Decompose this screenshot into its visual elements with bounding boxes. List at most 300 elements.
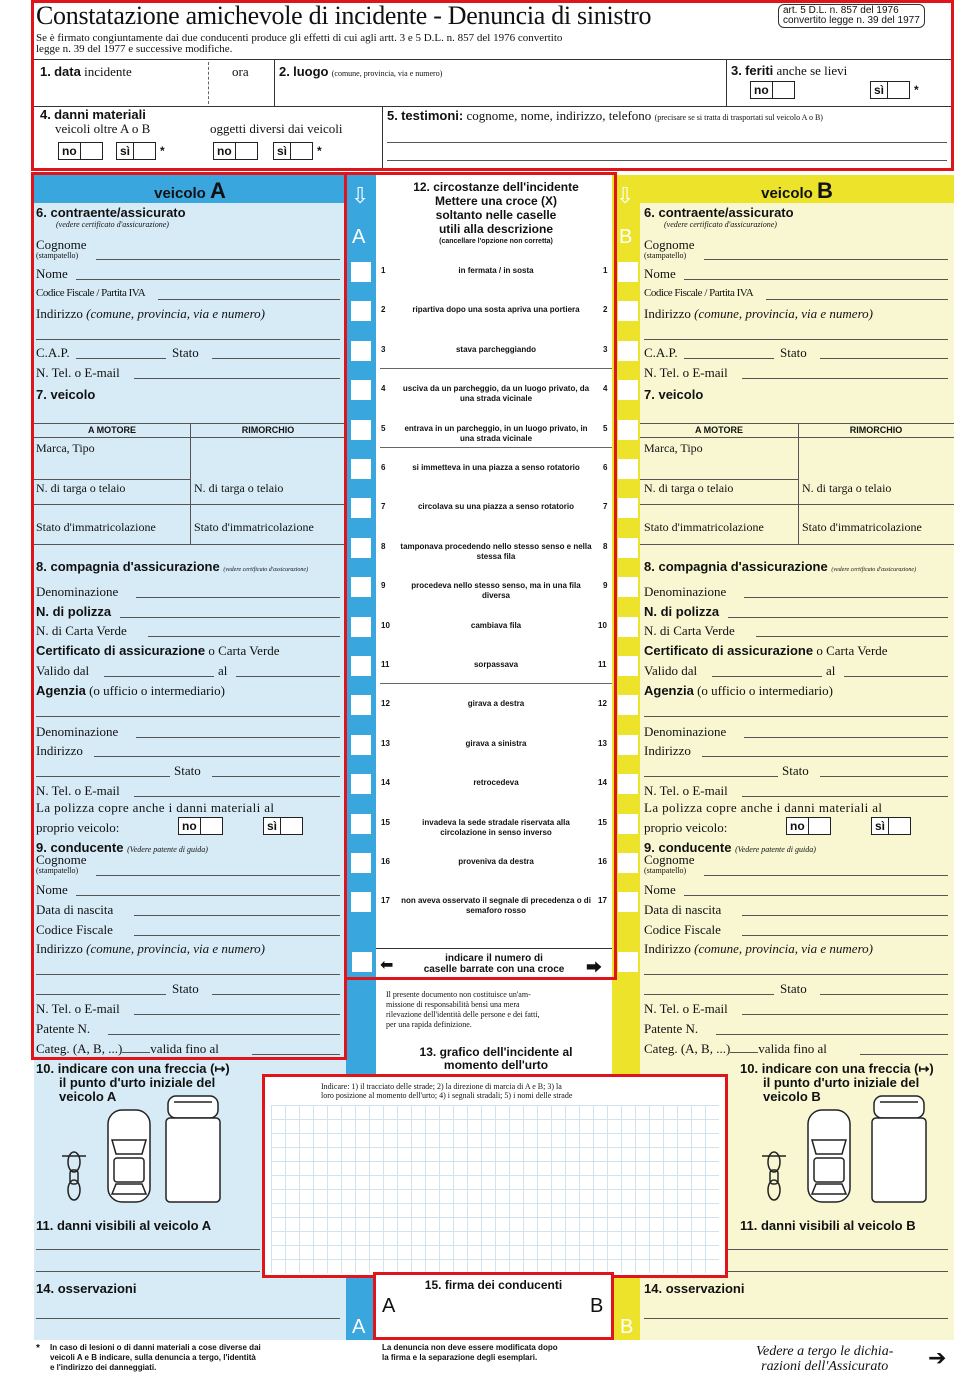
arrow-down-a-icon: ⇩: [351, 184, 370, 209]
circ-number-right: 12: [598, 699, 607, 708]
a-dr-nascita-label: Data di nascita: [36, 902, 114, 917]
circ-a-checkbox-9[interactable]: [351, 577, 371, 597]
circ-number-left: 10: [381, 621, 390, 630]
circ-a-checkbox-8[interactable]: [351, 538, 371, 558]
a-dr-stampatello: (stampatello): [36, 866, 79, 875]
circ-number-left: 12: [381, 699, 390, 708]
circ-item-text: in fermata / in sosta: [458, 266, 534, 275]
strip-a-letter: A: [352, 226, 366, 248]
b-dr-valida-field[interactable]: [860, 1054, 948, 1055]
a-dr-stato-field[interactable]: [212, 994, 340, 995]
circ-number-right: 9: [603, 581, 608, 590]
damage-objects-label: oggetti diversi dai veicoli: [210, 121, 343, 136]
vehicle-a-title: veicolo A: [154, 178, 226, 203]
circ-item-text: usciva da un parcheggio, da un luogo privato, da una strada vicinale: [402, 384, 590, 403]
a-dr-cognome-field[interactable]: [96, 875, 340, 876]
a-dr-indirizzo-label: Indirizzo (comune, provincia, via e numero): [36, 941, 265, 956]
a-cognome-field[interactable]: [96, 259, 340, 260]
b-ag-tel-label: N. Tel. o E-mail: [644, 783, 728, 798]
circ-number-right: 10: [598, 621, 607, 630]
a-dr-tel-label: N. Tel. o E-mail: [36, 1001, 120, 1016]
a-targa-motore[interactable]: N. di targa o telaio: [36, 481, 126, 495]
a-al-label: al: [218, 663, 228, 678]
a-s10-heading: 10. indicare con una freccia (↦) il punto d'urto iniziale del veicolo A: [36, 1061, 230, 1104]
a-dr-cognome-label: Cognome: [36, 852, 87, 867]
circ-number-right: 7: [603, 502, 608, 511]
b-copre-label-2: proprio veicolo:: [644, 820, 728, 835]
circ-number-left: 8: [381, 542, 386, 551]
circ-number-right: 3: [603, 345, 608, 354]
field-3-injured: 3. feriti anche se lievi: [731, 63, 848, 78]
b-dr-cognome-label: Cognome: [644, 852, 695, 867]
circ-number-left: 5: [381, 424, 386, 433]
b-cap-label: C.A.P.: [644, 345, 678, 360]
b-s10-heading: 10. indicare con una freccia (↦) il punto d'urto iniziale del veicolo B: [740, 1061, 934, 1104]
circ-a-checkbox-2[interactable]: [351, 301, 371, 321]
arrow-down-b-icon: ⇩: [616, 184, 635, 209]
b-marca-tipo[interactable]: Marca, Tipo: [644, 441, 703, 455]
circ-a-checkbox-17[interactable]: [351, 892, 371, 912]
b-dr-indirizzo-field[interactable]: [644, 974, 948, 975]
bottom-strip-a-letter: A: [352, 1316, 366, 1338]
b-tel-label: N. Tel. o E-mail: [644, 365, 728, 380]
sketch-title: 13. grafico dell'incidente al momento dell'urto: [419, 1045, 573, 1072]
b-motore-header: A MOTORE: [694, 425, 743, 435]
circ-number-left: 15: [381, 818, 390, 827]
b-s6-hint: (vedere certificato d'assicurazione): [664, 220, 777, 229]
b-s6-heading: 6. contraente/assicurato: [644, 205, 794, 220]
b-rimorchio-header: RIMORCHIO: [849, 425, 903, 435]
a-ag-tel-field[interactable]: [134, 796, 340, 797]
circ-a-checkbox-12[interactable]: [351, 695, 371, 715]
b-dr-cf-label: Codice Fiscale: [644, 922, 721, 937]
damage-vehicles-label: veicoli oltre A o B: [55, 121, 151, 136]
damage-objects-yes-checkbox[interactable]: sì *: [273, 142, 322, 160]
circ-b-checkbox-10[interactable]: [618, 617, 638, 637]
circ-b-checkbox-4[interactable]: [618, 380, 638, 400]
count-label-2: caselle barrate con una croce: [423, 964, 565, 975]
a-valido-al-field[interactable]: [236, 676, 340, 677]
circ-b-checkbox-8[interactable]: [618, 538, 638, 558]
circ-number-right: 15: [598, 818, 607, 827]
circ-item-text: proveniva da destra: [458, 857, 534, 866]
a-cartaverde-label: N. di Carta Verde: [36, 623, 127, 638]
b-dr-cf-field[interactable]: [742, 935, 948, 936]
b-dr-nascita-label: Data di nascita: [644, 902, 722, 917]
circ-item-text: stava parcheggiando: [455, 345, 537, 354]
a-stato-label: Stato: [172, 345, 199, 360]
circ-b-checkbox-3[interactable]: [618, 341, 638, 361]
a-dr-indirizzo-field[interactable]: [36, 974, 340, 975]
count-box-a[interactable]: [352, 952, 372, 972]
b-certificato-label: Certificato di assicurazione o Carta Verde: [644, 643, 888, 658]
circ-number-left: 14: [381, 778, 390, 787]
circ-b-checkbox-9[interactable]: [618, 577, 638, 597]
vehicle-b-title: veicolo B: [761, 178, 833, 203]
a-dr-cf-label: Codice Fiscale: [36, 922, 113, 937]
a-s6-heading: 6. contraente/assicurato: [36, 205, 186, 220]
b-ag-stato-field[interactable]: [820, 776, 948, 777]
b-stato-field[interactable]: [820, 358, 948, 359]
circ-a-checkbox-5[interactable]: [351, 420, 371, 440]
a-agenzia-field[interactable]: [36, 716, 340, 717]
circ-item-text: si immetteva in una piazza a senso rotatorio: [412, 463, 580, 472]
circ-item-text: girava a destra: [467, 699, 525, 708]
circ-number-left: 7: [381, 502, 386, 511]
b-valido-al-field[interactable]: [844, 676, 948, 677]
a-s7-heading: 7. veicolo: [36, 387, 96, 402]
b-s9-heading: 9. conducente (Vedere patente di guida): [644, 840, 816, 855]
a-motore-header: A MOTORE: [87, 425, 136, 435]
b-dr-patente-field[interactable]: [716, 1034, 948, 1035]
damage-vehicles-yes-checkbox[interactable]: sì *: [116, 142, 165, 160]
b-truck-icon: [872, 1096, 926, 1202]
b-s14-heading: 14. osservazioni: [644, 1281, 745, 1296]
b-cap-field[interactable]: [684, 358, 774, 359]
b-dr-stampatello: (stampatello): [644, 866, 687, 875]
a-dr-cf-field[interactable]: [134, 935, 340, 936]
circ-item-text: sorpassava: [473, 660, 519, 669]
witnesses-line-1[interactable]: [387, 142, 947, 143]
a-car-icon: [108, 1110, 150, 1202]
intro-line-1: Se è firmato congiuntamente dai due conducenti produce gli effetti di cui agli artt. 3 e 5 D.L. n. 857 del 1976 convertito: [36, 32, 563, 44]
b-copre-yes-checkbox[interactable]: sì: [871, 817, 911, 835]
sketch-grid[interactable]: [271, 1105, 719, 1273]
a-cfpiva-label: Codice Fiscale / Partita IVA: [36, 287, 146, 299]
a-dr-nome-field[interactable]: [76, 895, 340, 896]
circ-separator: [380, 447, 612, 448]
circ-number-left: 17: [381, 896, 390, 905]
a-denominazione-field[interactable]: [136, 597, 340, 598]
circ-number-left: 2: [381, 305, 386, 314]
b-cartaverde-label: N. di Carta Verde: [644, 623, 735, 638]
a-s11-heading: 11. danni visibili al veicolo A: [36, 1218, 212, 1233]
b-s11-field-2[interactable]: [728, 1271, 948, 1272]
sketch-hint: Indicare: 1) il tracciato delle strade; 2) la direzione di marcia di A e B; 3) la loro posizione al momento dell'urto; 4) i segnali stradali; 5) i nomi delle strade: [321, 1082, 573, 1100]
a-ag-indirizzo-field-2[interactable]: [36, 776, 170, 777]
a-copre-label: La polizza copre anche i danni materiali al: [36, 800, 275, 815]
b-dr-nome-label: Nome: [644, 882, 676, 897]
b-denominazione-label: Denominazione: [644, 584, 727, 599]
b-dr-patente-label: Patente N.: [644, 1021, 699, 1036]
circ-number-right: 2: [603, 305, 608, 314]
b-dr-nome-field[interactable]: [684, 895, 948, 896]
circ-number-right: 14: [598, 778, 607, 787]
circ-b-checkbox-5[interactable]: [618, 420, 638, 440]
a-tel-field[interactable]: [134, 378, 340, 379]
a-valido-dal-field[interactable]: [104, 676, 214, 677]
a-ag-tel-label: N. Tel. o E-mail: [36, 783, 120, 798]
a-s11-field-2[interactable]: [36, 1271, 260, 1272]
b-nome-label: Nome: [644, 266, 676, 281]
b-targa-motore[interactable]: N. di targa o telaio: [644, 481, 734, 495]
a-dr-valida-field[interactable]: [252, 1054, 340, 1055]
a-tel-label: N. Tel. o E-mail: [36, 365, 120, 380]
b-valido-label: Valido dal: [644, 663, 698, 678]
arrow-left-icon: ⬅: [380, 955, 394, 974]
a-marca-tipo[interactable]: Marca, Tipo: [36, 441, 95, 455]
a-targa-rimorchio[interactable]: N. di targa o telaio: [194, 481, 284, 495]
b-indirizzo-field[interactable]: [644, 339, 948, 340]
a-s14-heading: 14. osservazioni: [36, 1281, 137, 1296]
b-dr-tel-field[interactable]: [742, 1014, 948, 1015]
circ-a-checkbox-10[interactable]: [351, 617, 371, 637]
circ-number-left: 11: [381, 660, 390, 669]
circ-b-checkbox-16[interactable]: [618, 853, 638, 873]
a-ag-stato-label: Stato: [174, 763, 201, 778]
b-copre-label: La polizza copre anche i danni materiali al: [644, 800, 883, 815]
b-ag-stato-label: Stato: [782, 763, 809, 778]
circ-b-checkbox-14[interactable]: [618, 774, 638, 794]
b-s8-heading: 8. compagnia d'assicurazione (vedere certificato d'assicurazione): [644, 559, 917, 574]
count-box-b[interactable]: [618, 952, 638, 972]
a-nome-field[interactable]: [76, 279, 340, 280]
a-dr-nome-label: Nome: [36, 882, 68, 897]
circ-item-text: non aveva osservato il segnale di precedenza o di semaforo rosso: [401, 896, 591, 915]
circ-b-checkbox-11[interactable]: [618, 656, 638, 676]
b-stato-imm-rimorchio[interactable]: Stato d'immatricolazione: [802, 520, 922, 534]
circ-b-checkbox-2[interactable]: [618, 301, 638, 321]
a-cartaverde-field[interactable]: [148, 636, 340, 637]
footer-middle-note: La denuncia non deve essere modificata dopo la firma e la separazione degli esemplari.: [382, 1343, 558, 1362]
injured-yes-checkbox[interactable]: sì *: [870, 81, 919, 99]
a-cap-label: C.A.P.: [36, 345, 70, 360]
a-stato-field[interactable]: [212, 358, 340, 359]
footer-note: In caso di lesioni o di danni materiali a cose diverse dai veicoli A e B indicare, sulla denuncia a tergo, l'identità e l'indirizzo dei danneggiati.: [50, 1343, 261, 1372]
a-dr-indirizzo-field-2[interactable]: [36, 994, 166, 995]
circ-a-checkbox-16[interactable]: [351, 853, 371, 873]
a-dr-tel-field[interactable]: [134, 1014, 340, 1015]
a-valido-label: Valido dal: [36, 663, 90, 678]
circ-item-text: invadeva la sede stradale riservata alla circolazione in senso inverso: [422, 818, 570, 837]
damage-objects-no-checkbox[interactable]: no: [213, 142, 258, 160]
circ-a-checkbox-1[interactable]: [351, 262, 371, 282]
a-stato-imm-rimorchio[interactable]: Stato d'immatricolazione: [194, 520, 314, 534]
a-copre-label-2: proprio veicolo:: [36, 820, 120, 835]
circ-item-text: circolava su una piazza a senso rotatorio: [417, 502, 575, 511]
damage-vehicles-no-checkbox[interactable]: no: [58, 142, 103, 160]
a-dr-stato-label: Stato: [172, 981, 199, 996]
circ-b-checkbox-13[interactable]: [618, 735, 638, 755]
circ-separator: [380, 368, 612, 369]
circ-number-right: 6: [603, 463, 608, 472]
footer-arrow-icon: ➔: [928, 1346, 947, 1371]
b-cfpiva-field[interactable]: [766, 299, 948, 300]
signature-area[interactable]: [373, 1272, 614, 1340]
a-vehicle-diagrams[interactable]: [56, 1092, 276, 1204]
circ-number-right: 13: [598, 739, 607, 748]
a-ag-denominazione-field[interactable]: [136, 737, 340, 738]
b-s14-field[interactable]: [644, 1318, 948, 1319]
b-ag-indirizzo-field[interactable]: [702, 756, 948, 757]
b-vehicle-diagrams[interactable]: [756, 1092, 956, 1204]
circ-b-checkbox-17[interactable]: [618, 892, 638, 912]
law-reference: [778, 4, 925, 28]
b-s11-heading: 11. danni visibili al veicolo B: [740, 1218, 916, 1233]
page-title: Constatazione amichevole di incidente - Denuncia di sinistro: [36, 1, 652, 30]
b-stato-imm-motore[interactable]: Stato d'immatricolazione: [644, 520, 764, 534]
signature-a-label: A: [382, 1295, 396, 1317]
signature-b-label: B: [590, 1295, 604, 1317]
a-indirizzo-label: Indirizzo (comune, provincia, via e numero): [36, 306, 265, 321]
sketch-area[interactable]: [262, 1074, 728, 1278]
count-label-1: indicare il numero di: [445, 953, 543, 964]
signature-title: 15. firma dei conducenti: [424, 1278, 563, 1292]
a-polizza-field[interactable]: [120, 617, 340, 618]
a-dr-patente-label: Patente N.: [36, 1021, 91, 1036]
b-ag-denominazione-field[interactable]: [744, 737, 948, 738]
b-moto-icon: [762, 1152, 786, 1200]
circ-number-left: 13: [381, 739, 390, 748]
a-ag-indirizzo-label: Indirizzo: [36, 743, 83, 758]
law-reference-line-2: convertito legge n. 39 del 1977: [783, 15, 920, 26]
strip-b-letter: B: [619, 226, 633, 248]
circ-a-checkbox-15[interactable]: [351, 814, 371, 834]
circ-item-text: cambiava fila: [470, 621, 522, 630]
b-s7-heading: 7. veicolo: [644, 387, 704, 402]
b-dr-indirizzo-label: Indirizzo (comune, provincia, via e numero): [644, 941, 873, 956]
circ-number-right: 1: [603, 266, 608, 275]
field-1-time[interactable]: ora: [232, 64, 249, 79]
circ-item-text: retrocedeva: [473, 778, 519, 787]
circ-b-checkbox-15[interactable]: [618, 814, 638, 834]
a-s14-field[interactable]: [36, 1318, 340, 1319]
field-2-place[interactable]: 2. luogo (comune, provincia, via e numero): [279, 64, 443, 79]
circ-a-checkbox-7[interactable]: [351, 498, 371, 518]
a-certificato-label: Certificato di assicurazione o Carta Verde: [36, 643, 280, 658]
b-ag-denominazione-label: Denominazione: [644, 724, 727, 739]
b-indirizzo-label: Indirizzo (comune, provincia, via e numero): [644, 306, 873, 321]
circ-number-right: 16: [598, 857, 607, 866]
circ-a-checkbox-11[interactable]: [351, 656, 371, 676]
a-copre-yes-checkbox[interactable]: sì: [263, 817, 303, 835]
circ-b-checkbox-6[interactable]: [618, 459, 638, 479]
b-dr-tel-label: N. Tel. o E-mail: [644, 1001, 728, 1016]
a-s8-heading: 8. compagnia d'assicurazione (vedere certificato d'assicurazione): [36, 559, 309, 574]
b-ag-tel-field[interactable]: [742, 796, 948, 797]
circ-number-right: 8: [603, 542, 608, 551]
b-agenzia-label: Agenzia (o ufficio o intermediario): [644, 683, 833, 698]
b-s11-field-1[interactable]: [728, 1249, 948, 1250]
circ-item-text: entrava in un parcheggio, in un luogo privato, in una strada vicinale: [404, 424, 588, 443]
circ-a-checkbox-14[interactable]: [351, 774, 371, 794]
field-1-date[interactable]: 1. data incidente: [40, 64, 132, 79]
a-stato-imm-motore[interactable]: Stato d'immatricolazione: [36, 520, 156, 534]
a-moto-icon: [62, 1152, 86, 1200]
circ-a-checkbox-3[interactable]: [351, 341, 371, 361]
b-tel-field[interactable]: [742, 378, 948, 379]
b-agenzia-field[interactable]: [644, 716, 948, 717]
circ-number-left: 3: [381, 345, 386, 354]
a-cognome-label: Cognome: [36, 237, 87, 252]
circ-number-left: 16: [381, 857, 390, 866]
circ-item-text: girava a sinistra: [465, 739, 527, 748]
b-valido-dal-field[interactable]: [712, 676, 822, 677]
circ-a-checkbox-13[interactable]: [351, 735, 371, 755]
b-ag-indirizzo-field-2[interactable]: [644, 776, 778, 777]
circumstances-count: [376, 948, 612, 978]
intro-text: [36, 33, 562, 55]
circ-number-left: 1: [381, 266, 386, 275]
b-polizza-label: N. di polizza: [644, 604, 720, 619]
field-4-material-damage: 4. danni materiali: [40, 107, 146, 122]
circ-number-left: 4: [381, 384, 386, 393]
circ-item-text: tamponava procedendo nello stesso senso e nella stessa fila: [400, 542, 592, 561]
circ-number-right: 17: [598, 896, 607, 905]
b-dr-categ-label: Categ. (A, B, ...) valida fino al: [644, 1041, 827, 1056]
b-polizza-field[interactable]: [728, 617, 948, 618]
arrow-right-icon: ⮕: [586, 958, 603, 977]
a-nome-label: Nome: [36, 266, 68, 281]
circ-item-text: procedeva nello stesso senso, ma in una fila diversa: [411, 581, 581, 600]
b-car-icon: [808, 1110, 850, 1202]
a-ag-indirizzo-field[interactable]: [94, 756, 340, 757]
a-cap-field[interactable]: [76, 358, 166, 359]
a-ag-stato-field[interactable]: [212, 776, 340, 777]
circ-number-left: 9: [381, 581, 386, 590]
circ-a-checkbox-6[interactable]: [351, 459, 371, 479]
b-targa-rimorchio[interactable]: N. di targa o telaio: [802, 481, 892, 495]
circ-b-checkbox-7[interactable]: [618, 498, 638, 518]
circumstances-title: 12. circostanze dell'incidente Mettere una croce (X) soltanto nelle caselle utili alla descrizione (cancellare l'opzione non corretta): [413, 180, 579, 245]
b-stato-label: Stato: [780, 345, 807, 360]
a-polizza-label: N. di polizza: [36, 604, 112, 619]
a-ag-denominazione-label: Denominazione: [36, 724, 119, 739]
a-rimorchio-header: RIMORCHIO: [241, 425, 295, 435]
b-denominazione-field[interactable]: [744, 597, 948, 598]
circ-b-checkbox-12[interactable]: [618, 695, 638, 715]
a-copre-no-checkbox[interactable]: no: [178, 817, 223, 835]
b-cognome-field[interactable]: [704, 259, 948, 260]
a-indirizzo-field[interactable]: [36, 339, 340, 340]
circ-item-text: ripartiva dopo una sosta apriva una portiera: [412, 305, 580, 314]
b-copre-no-checkbox[interactable]: no: [786, 817, 831, 835]
intro-line-2: legge n. 39 del 1977 e successive modifiche.: [36, 43, 233, 55]
b-stampatello: (stampatello): [644, 251, 687, 260]
footer-star: *: [36, 1343, 40, 1354]
b-cartaverde-field[interactable]: [756, 636, 948, 637]
b-dr-indirizzo-field-2[interactable]: [644, 994, 774, 995]
circ-number-right: 5: [603, 424, 608, 433]
a-truck-icon: [166, 1096, 220, 1202]
circ-number-left: 6: [381, 463, 386, 472]
b-al-label: al: [826, 663, 836, 678]
a-s6-hint: (vedere certificato d'assicurazione): [56, 220, 169, 229]
a-denominazione-label: Denominazione: [36, 584, 119, 599]
injured-no-checkbox[interactable]: no: [750, 81, 795, 99]
footer-see-back: Vedere a tergo le dichia- razioni dell'Assicurato: [756, 1344, 894, 1374]
b-dr-nascita-field[interactable]: [742, 915, 948, 916]
b-cognome-label: Cognome: [644, 237, 695, 252]
b-nome-field[interactable]: [684, 279, 948, 280]
law-reference-line-1: art. 5 D.L. n. 857 del 1976: [783, 5, 899, 16]
a-cfpiva-field[interactable]: [158, 299, 340, 300]
a-dr-nascita-field[interactable]: [134, 915, 340, 916]
b-dr-stato-label: Stato: [780, 981, 807, 996]
a-agenzia-label: Agenzia (o ufficio o intermediario): [36, 683, 225, 698]
a-dr-categ-label: Categ. (A, B, ...) valida fino al: [36, 1041, 219, 1056]
field-5-witnesses: 5. testimoni: cognome, nome, indirizzo, telefono (precisare se si tratta di trasportati sul veicolo A o B): [387, 108, 823, 123]
b-dr-cognome-field[interactable]: [704, 875, 948, 876]
a-dr-patente-field[interactable]: [108, 1034, 340, 1035]
circ-a-checkbox-4[interactable]: [351, 380, 371, 400]
a-s11-field-1[interactable]: [36, 1249, 260, 1250]
a-stampatello: (stampatello): [36, 251, 79, 260]
witnesses-line-2[interactable]: [387, 160, 947, 161]
circ-b-checkbox-1[interactable]: [618, 262, 638, 282]
bottom-strip-b-letter: B: [620, 1316, 634, 1338]
b-dr-stato-field[interactable]: [820, 994, 948, 995]
